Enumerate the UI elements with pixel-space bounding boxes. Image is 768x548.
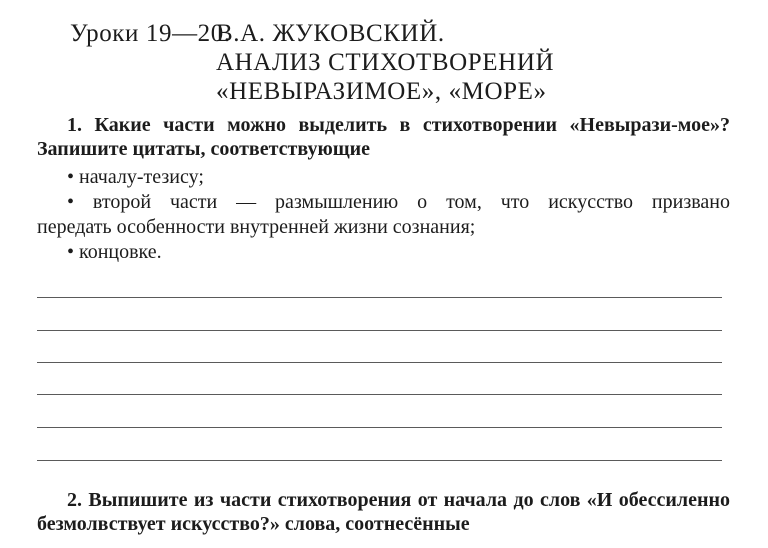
answer-line[interactable] — [37, 394, 722, 395]
bullet-ending — [37, 240, 730, 265]
task-1-heading: 1. Какие части можно выделить в стихотворении «Невырази-мое»? Запишите цитаты, соответствующие — [37, 114, 730, 160]
bullet-beginning — [37, 165, 730, 190]
title-analysis: АНАЛИЗ СТИХОТВОРЕНИЙ — [216, 49, 555, 76]
bullet-beginning-text: • началу-тезису; — [67, 166, 204, 188]
answer-line[interactable] — [37, 330, 722, 331]
title-line-2 — [70, 48, 554, 77]
answer-line[interactable] — [37, 427, 722, 428]
author-name: В.А. ЖУКОВСКИЙ. — [216, 20, 445, 47]
answer-line[interactable] — [37, 297, 722, 298]
title-line-1 — [70, 19, 554, 48]
answer-line[interactable] — [37, 460, 722, 461]
poem-titles: «НЕВЫРАЗИМОЕ», «МОРЕ» — [216, 78, 547, 105]
task-2-heading: 2. Выпишите из части стихотворения от начала до слов «И обессиленно безмолвствует искусство?» слова, соотнесённые — [37, 489, 730, 535]
bullet-second-part-line-1: • второй части — размышлению о том, что искусство призвано — [67, 191, 730, 213]
lesson-title — [70, 19, 554, 106]
answer-line[interactable] — [37, 362, 722, 363]
bullet-second-part — [37, 190, 730, 240]
bullet-ending-text: • концовке. — [67, 241, 162, 263]
lesson-number: Уроки 19—20. — [70, 20, 231, 47]
title-line-3 — [70, 77, 554, 106]
bullet-second-part-line-2: передать особенности внутренней жизни сознания; — [37, 216, 476, 238]
